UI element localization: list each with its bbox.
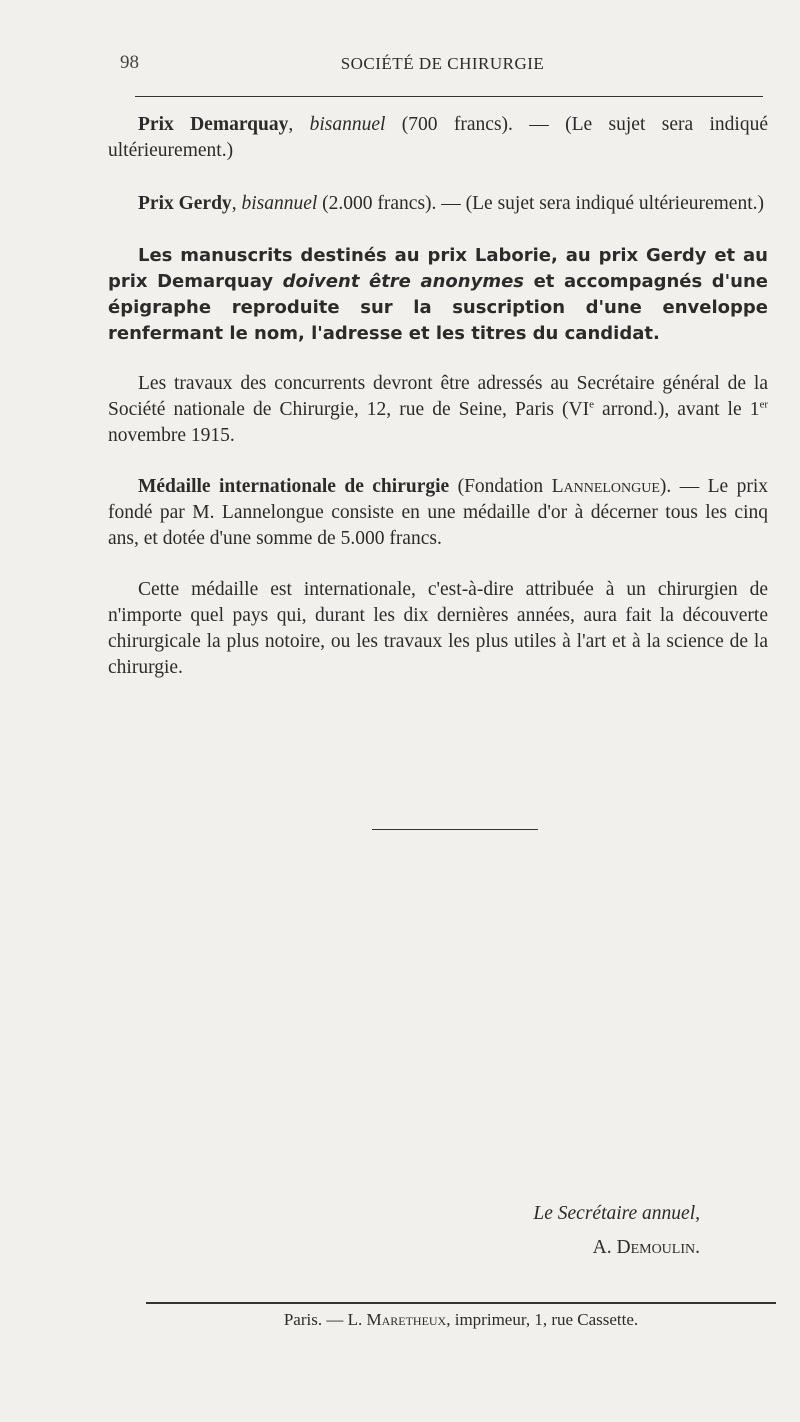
signature-block (533, 1197, 700, 1265)
superscript: er (759, 398, 768, 411)
small-caps-name: Lannelongue (551, 476, 660, 497)
prize-kind: bisannuel (309, 114, 386, 135)
text-run: ). — Le prix fondé par M. Lannelongue consiste en une médaille d'or à décerner tous les cinq ans, et dotée d'une somme de 5.000 francs. (108, 476, 768, 549)
printer-name: Maretheux (366, 1310, 447, 1329)
paragraph-medaille-description (108, 577, 768, 681)
prize-title: Médaille internationale de chirurgie (138, 476, 450, 497)
prize-details: (2.000 francs). — (Le sujet sera indiqué ultérieurement.) (317, 193, 764, 214)
paragraph-manuscrits (108, 243, 768, 347)
prize-title: Prix Gerdy (138, 193, 232, 214)
printer-footer (146, 1310, 776, 1330)
text-run: Les manuscrits destinés au prix Laborie, au prix Gerdy et au prix Demarquay (108, 245, 768, 292)
prize-kind: bisannuel (241, 193, 318, 214)
paragraph-travaux (108, 371, 768, 449)
paragraph-medaille (108, 474, 768, 552)
paragraph-prix-gerdy (108, 191, 768, 217)
page-header (120, 52, 765, 82)
prize-details: (700 francs). — (Le sujet sera indiqué ultérieurement.) (108, 114, 768, 161)
separator: , (288, 114, 310, 135)
header-rule (135, 96, 763, 97)
separator: , (231, 193, 242, 214)
text-run: arrond.), avant le 1 (593, 399, 760, 420)
text-run: Cette médaille est internationale, c'est-à-dire attribuée à un chirurgien de n'importe quel pays qui, durant les dix dernières années, aura fait la découverte chirurgicale la plus notoire, ou les travaux les plus utiles à l'art et à la science de la chirurgie. (108, 579, 768, 678)
emphasis-text: doivent être anonymes (282, 271, 525, 292)
text-run: novembre 1915. (108, 425, 235, 446)
page-number: 98 (120, 52, 139, 73)
superscript: e (589, 398, 594, 411)
prize-title: Prix Demarquay (138, 114, 289, 135)
paragraph-prix-demarquay (108, 112, 768, 164)
running-title: SOCIÉTÉ DE CHIRURGIE (340, 54, 545, 73)
text-run: et accompagnés d'une épigraphe reproduite sur la suscription d'une enveloppe renfermant le nom, l'adresse et les titres du candidat. (108, 271, 769, 344)
footer-rule (146, 1302, 776, 1304)
body-text (108, 108, 768, 681)
footer-text: , imprimeur, 1, rue Cassette. (446, 1310, 639, 1329)
signature-name: A. Demoulin. (592, 1237, 700, 1258)
section-divider (372, 829, 538, 830)
signature-role: Le Secrétaire annuel, (533, 1203, 700, 1224)
text-run: Les travaux des concurrents devront être adressés au Secrétaire général de la Société nationale de Chirurgie, 12, rue de Seine, Paris (VI (108, 373, 768, 420)
text-run: (Fondation (449, 476, 552, 497)
footer-text: Paris. — L. (283, 1310, 367, 1329)
